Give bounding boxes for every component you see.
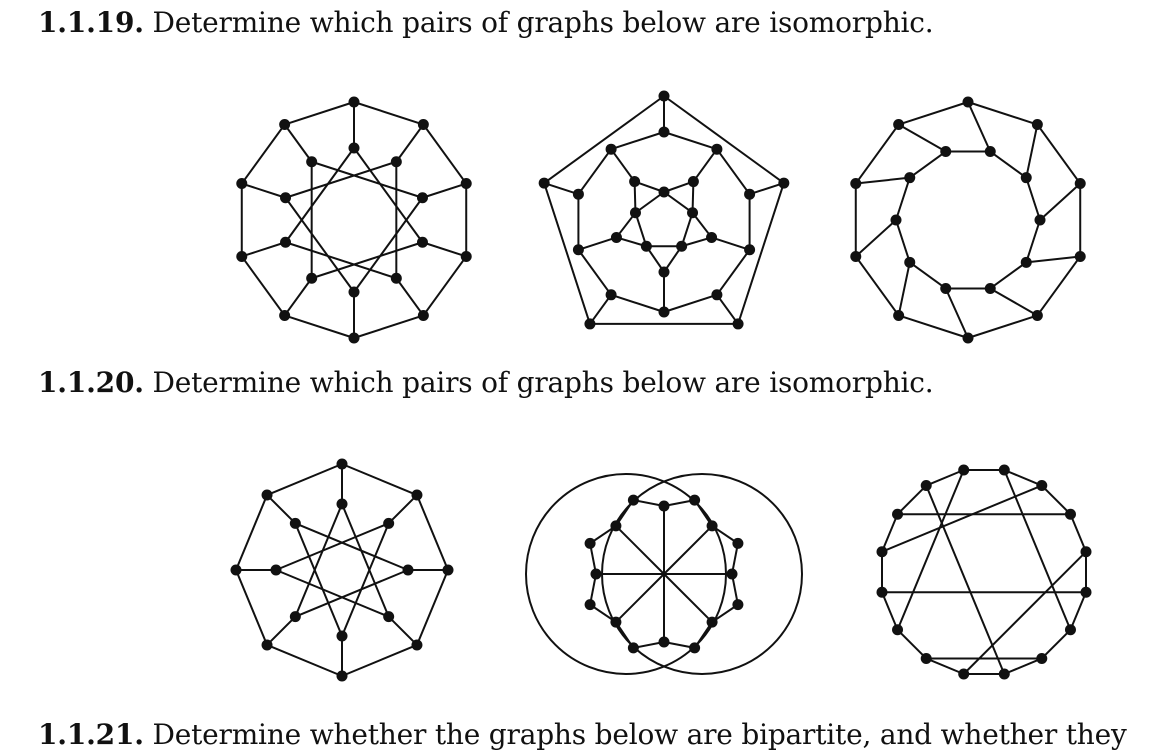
graph-vertex (573, 244, 584, 255)
graph-vertex (1075, 178, 1086, 189)
graph-edge (1026, 125, 1037, 178)
graph-vertex (688, 176, 699, 187)
graph-vertex (411, 639, 422, 650)
graph-vertex (958, 669, 969, 680)
graph-vertex (893, 310, 904, 321)
graph-edge (1070, 592, 1086, 629)
graph-vertex (279, 310, 290, 321)
graph-edge (898, 486, 927, 515)
graph-vertex (1081, 546, 1092, 557)
graph-1-19-a (238, 96, 478, 346)
graph-vertex (904, 172, 915, 183)
graph-vertex (876, 587, 887, 598)
graph-vertex (904, 257, 915, 268)
graph-edge (422, 184, 466, 198)
problem-text: Determine whether the graphs below are bipartite, and whether they (152, 718, 1127, 751)
graph-vertex (349, 97, 360, 108)
graph-vertex (744, 244, 755, 255)
graph-vertex (630, 207, 641, 218)
graph-edge (242, 256, 285, 315)
problem-1-1-19 (38, 6, 933, 40)
graph-vertex (727, 569, 738, 580)
graph-vertex (732, 538, 743, 549)
graph-vertex (659, 267, 670, 278)
graph-vertex (1032, 310, 1043, 321)
graph-edge (544, 183, 590, 324)
graph-edge (616, 526, 664, 574)
graph-edge (968, 315, 1037, 338)
graph-vertex (659, 127, 670, 138)
graph-vertex (659, 637, 670, 648)
graph-vertex (1065, 624, 1076, 635)
graph-1-20-c (876, 464, 1096, 684)
graph-vertex (461, 178, 472, 189)
graph-vertex (1021, 257, 1032, 268)
graph-vertex (290, 611, 301, 622)
graph-vertex (417, 192, 428, 203)
graph-vertex (985, 146, 996, 157)
graph-edge (1004, 658, 1041, 674)
graph-vertex (461, 251, 472, 262)
graph-edge (717, 250, 750, 295)
graph-vertex (921, 480, 932, 491)
graph-edge (578, 250, 611, 295)
graph-edge (899, 262, 910, 315)
graph-edge (1037, 256, 1080, 315)
graph-edge (664, 295, 717, 312)
graph-edge (898, 630, 927, 659)
graph-edge (664, 96, 784, 183)
graph-1-19-c (852, 96, 1092, 346)
graph-vertex (659, 91, 670, 102)
graph-edge (856, 256, 899, 315)
graph-edge (389, 617, 417, 645)
graph-vertex (706, 232, 717, 243)
graph-vertex (606, 144, 617, 155)
graph-edge (267, 645, 342, 676)
graph-vertex (999, 464, 1010, 475)
problem-number: 1.1.20. (38, 366, 144, 399)
graph-vertex (611, 232, 622, 243)
graph-vertex (280, 237, 291, 248)
graph-vertex (628, 642, 639, 653)
graph-edge (664, 526, 712, 574)
problem-text: Determine which pairs of graphs below are isomorphic. (152, 366, 934, 399)
graph-vertex (659, 501, 670, 512)
graph-vertex (1081, 587, 1092, 598)
graph-vertex (418, 310, 429, 321)
graph-edge (267, 617, 295, 645)
graph-edge (896, 178, 910, 220)
graph-edge (578, 149, 611, 194)
graph-vertex (585, 599, 596, 610)
graph-vertex (659, 307, 670, 318)
graph-vertex (732, 599, 743, 610)
graph-vertex (778, 178, 789, 189)
graph-vertex (610, 520, 621, 531)
graph-edge (946, 288, 968, 338)
graph-edge (693, 149, 717, 181)
graph-vertex (403, 565, 414, 576)
graph-edge (910, 152, 946, 178)
graph-vertex (271, 565, 282, 576)
graph-edge (990, 288, 1037, 315)
graph-vertex (850, 251, 861, 262)
graph-edge (856, 178, 910, 184)
graph-edge (896, 220, 910, 262)
graph-vertex (687, 207, 698, 218)
graph-edge (664, 132, 717, 149)
problem-1-1-21 (38, 718, 1127, 752)
graph-edge (578, 237, 616, 249)
graph-vertex (236, 251, 247, 262)
graph-vertex (280, 192, 291, 203)
graph-vertex (306, 273, 317, 284)
graph-vertex (963, 97, 974, 108)
graph-vertex (891, 215, 902, 226)
graph-vertex (940, 283, 951, 294)
graph-vertex (591, 569, 602, 580)
graph-vertex (418, 119, 429, 130)
graph-vertex (349, 143, 360, 154)
graph-vertex (999, 669, 1010, 680)
graph-vertex (290, 518, 301, 529)
graph-edge (611, 132, 664, 149)
graph-vertex (383, 518, 394, 529)
graph-edge (964, 552, 1086, 674)
graph-edge (1026, 178, 1040, 220)
graph-edge (285, 278, 312, 315)
graph-vertex (417, 237, 428, 248)
graph-edge (664, 574, 712, 622)
graph-edge (342, 645, 417, 676)
graph-vertex (337, 499, 348, 510)
graph-vertex (876, 546, 887, 557)
problem-text: Determine which pairs of graphs below are isomorphic. (152, 6, 934, 39)
graph-vertex (733, 318, 744, 329)
graph-edge (856, 125, 899, 184)
graph-edge (417, 495, 448, 570)
graph-edge (899, 102, 968, 125)
graph-vertex (628, 495, 639, 506)
graph-vertex (892, 624, 903, 635)
graph-edge (354, 102, 423, 125)
graph-edge (1040, 184, 1080, 220)
graph-vertex (236, 178, 247, 189)
graph-edge (1026, 256, 1080, 262)
graph-edge (990, 152, 1026, 178)
graph-vertex (443, 565, 454, 576)
graph-vertex (337, 671, 348, 682)
graph-edge (1042, 630, 1071, 659)
graph-vertex (279, 119, 290, 130)
graph-edge (236, 495, 267, 570)
graph-vertex (659, 187, 670, 198)
graph-vertex (584, 318, 595, 329)
graph-vertex (1032, 119, 1043, 130)
graph-edge (1026, 220, 1040, 262)
graph-1-19-b (544, 94, 784, 324)
graph-edge (990, 262, 1026, 288)
graph-vertex (1035, 215, 1046, 226)
graph-edge (882, 592, 898, 629)
graph-edge (717, 149, 750, 194)
graph-vertex (958, 464, 969, 475)
graph-edge (236, 570, 267, 645)
graph-edge (342, 464, 417, 495)
graph-edge (417, 570, 448, 645)
graph-edge (968, 102, 1037, 125)
graph-vertex (573, 189, 584, 200)
graph-vertex (1036, 653, 1047, 664)
graph-vertex (262, 490, 273, 501)
graph-edge (354, 315, 423, 338)
graph-edge (242, 125, 285, 184)
graph-vertex (676, 241, 687, 252)
graph-vertex (349, 287, 360, 298)
graph-edge (544, 96, 664, 183)
graph-vertex (383, 611, 394, 622)
graph-edge (1037, 125, 1080, 184)
graph-edge (712, 237, 750, 249)
graph-vertex (337, 631, 348, 642)
graph-edge (396, 278, 423, 315)
graph-edge (396, 125, 423, 162)
graph-edge (267, 495, 295, 523)
graph-vertex (391, 273, 402, 284)
graph-edge (611, 149, 635, 181)
graph-edge (616, 574, 664, 622)
graph-vertex (689, 495, 700, 506)
graph-vertex (629, 176, 640, 187)
graph-edge (285, 102, 354, 125)
graph-edge (882, 486, 1042, 552)
graph-edge (899, 125, 946, 152)
graph-edge (389, 495, 417, 523)
graph-edge (968, 102, 990, 152)
graph-edge (422, 242, 466, 256)
graph-edge (1042, 486, 1071, 515)
graph-vertex (411, 490, 422, 501)
graph-1-20-b (530, 444, 800, 704)
graph-vertex (337, 459, 348, 470)
graph-vertex (610, 617, 621, 628)
graph-edge (611, 295, 664, 312)
graph-vertex (1021, 172, 1032, 183)
graph-vertex (641, 241, 652, 252)
problem-1-1-20 (38, 366, 933, 400)
graph-edge (926, 658, 963, 674)
graph-edge (738, 183, 784, 324)
graph-vertex (231, 565, 242, 576)
graph-vertex (707, 520, 718, 531)
graph-vertex (1036, 480, 1047, 491)
graph-edge (285, 315, 354, 338)
graph-vertex (606, 289, 617, 300)
graph-vertex (1065, 509, 1076, 520)
graph-1-20-a (236, 464, 456, 684)
graph-vertex (744, 189, 755, 200)
graph-vertex (1075, 251, 1086, 262)
graph-vertex (689, 642, 700, 653)
graph-edge (285, 125, 312, 162)
graph-vertex (940, 146, 951, 157)
graph-edge (856, 220, 896, 256)
problem-number: 1.1.21. (38, 718, 144, 751)
graph-vertex (711, 289, 722, 300)
graph-edge (267, 464, 342, 495)
graph-edge (1004, 470, 1070, 630)
graph-vertex (539, 178, 550, 189)
graph-vertex (963, 333, 974, 344)
graph-vertex (850, 178, 861, 189)
graph-vertex (892, 509, 903, 520)
graph-vertex (585, 538, 596, 549)
graph-vertex (391, 156, 402, 167)
graph-vertex (707, 617, 718, 628)
graph-edge (910, 262, 946, 288)
graph-vertex (985, 283, 996, 294)
graph-edge (423, 256, 466, 315)
graph-edge (242, 184, 286, 198)
graph-edge (899, 315, 968, 338)
graph-vertex (306, 156, 317, 167)
graph-edge (242, 242, 286, 256)
graph-edge (1070, 514, 1086, 551)
graph-vertex (262, 639, 273, 650)
graph-vertex (349, 333, 360, 344)
graph-edge (423, 125, 466, 184)
graph-vertex (893, 119, 904, 130)
problem-number: 1.1.19. (38, 6, 144, 39)
graph-vertex (921, 653, 932, 664)
graph-vertex (711, 144, 722, 155)
